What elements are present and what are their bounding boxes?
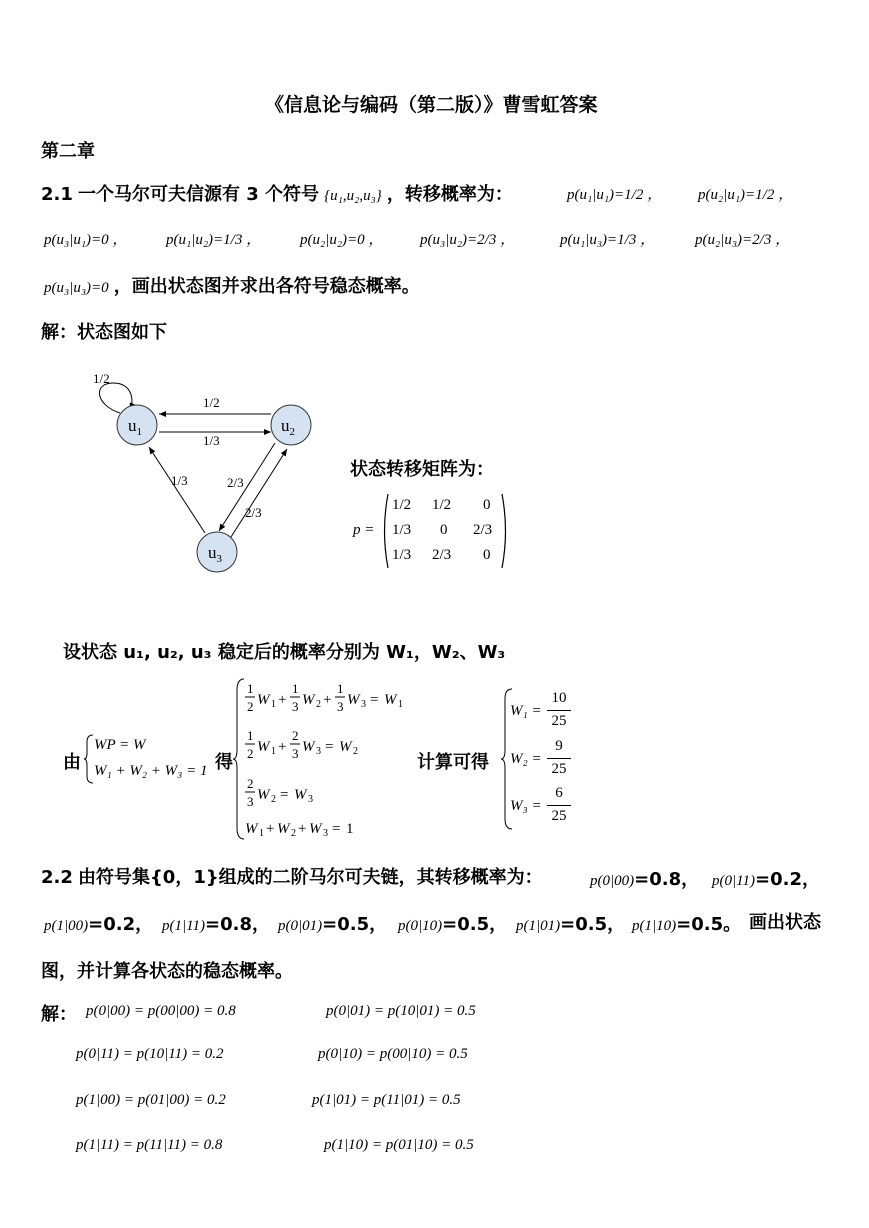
svg-text:+: + xyxy=(278,692,287,708)
you-label: 由 xyxy=(63,752,81,773)
svg-text:1: 1 xyxy=(271,699,276,710)
p22-item xyxy=(398,910,507,936)
fraction-bar xyxy=(547,805,571,806)
svg-text:=: = xyxy=(370,692,379,708)
p22-item-value: =0.5。 xyxy=(676,914,742,935)
svg-text:1: 1 xyxy=(247,681,254,696)
svg-text:W: W xyxy=(302,692,315,708)
problem-text-after: ，转移概率为： xyxy=(386,184,513,205)
solution-eq: p(0|11) = p(10|11) = 0.2 xyxy=(76,1046,224,1062)
result-w3-num: 6 xyxy=(555,785,563,801)
svg-text:1: 1 xyxy=(337,681,344,696)
symbol-set: {u₁,u₂,u₃} xyxy=(324,188,382,204)
svg-text:W: W xyxy=(309,821,322,837)
result-w2-num: 9 xyxy=(555,738,563,754)
matrix-cell: 0 xyxy=(440,522,448,538)
p22-item xyxy=(712,865,820,891)
p22-item-prob: p(0|00) xyxy=(590,873,635,889)
svg-text:3: 3 xyxy=(292,746,299,761)
p22-item-prob: p(0|01) xyxy=(278,918,323,934)
p22-item xyxy=(278,910,387,936)
problem-2-1-line-3 xyxy=(44,272,420,298)
svg-text:3: 3 xyxy=(292,699,299,714)
svg-text:3: 3 xyxy=(323,828,328,838)
prob-u1-u3: p(u₁|u₃)=1/3 ， xyxy=(560,232,656,248)
prob-u3-u3: p(u₃|u₃)=0 xyxy=(44,280,109,296)
prob-u3-u1: p(u₃|u₁)=0 ， xyxy=(44,232,128,248)
svg-text:2: 2 xyxy=(247,746,254,761)
svg-text:W: W xyxy=(257,787,270,803)
matrix-cell: 2/3 xyxy=(473,522,493,538)
solution-eq: p(0|10) = p(00|10) = 0.5 xyxy=(318,1046,468,1062)
p22-item-prob: p(1|01) xyxy=(516,918,561,934)
problem-number: 2.1 xyxy=(41,184,73,205)
p22-item-prob: p(1|11) xyxy=(162,918,206,934)
matrix-cell: 1/2 xyxy=(392,497,412,513)
edge-label-u3-u2: 2/3 xyxy=(245,505,262,520)
p22-item-prob: p(0|11) xyxy=(712,873,756,889)
svg-text:W: W xyxy=(384,692,397,708)
svg-text:3: 3 xyxy=(361,699,366,710)
p22-item-value: =0.8， xyxy=(634,869,700,890)
edge-u3-u1 xyxy=(149,447,205,533)
fraction-bar xyxy=(547,710,571,711)
node-u2 xyxy=(271,405,311,445)
problem-text-cont: 画出状态 xyxy=(749,912,821,933)
result-w3-var: W₃ = xyxy=(510,798,542,814)
problem-2-2-line-1 xyxy=(41,863,543,889)
svg-text:3: 3 xyxy=(337,699,344,714)
edge-label-u1-u2: 1/3 xyxy=(203,433,220,448)
node-label-u3: $u_3$ xyxy=(208,543,222,565)
solution-label: 解： xyxy=(41,1004,77,1025)
svg-text:W: W xyxy=(347,692,360,708)
solution-eq: p(1|10) = p(01|10) = 0.5 xyxy=(324,1137,474,1153)
edge-label-u1-u1: 1/2 xyxy=(93,371,110,386)
svg-text:1: 1 xyxy=(346,821,354,837)
result-w2-var: W₂ = xyxy=(510,751,542,767)
prob-u1-u1: p(u₁|u₁)=1/2 ， xyxy=(567,187,663,203)
p22-item-value: =0.2， xyxy=(88,914,154,935)
matrix-variable: p = xyxy=(353,522,375,538)
solution-eq: p(0|00) = p(00|00) = 0.8 xyxy=(86,1003,236,1019)
matrix-cell: 0 xyxy=(483,547,491,563)
result-w1-num: 10 xyxy=(551,690,567,706)
matrix-cell: 1/2 xyxy=(432,497,452,513)
edge-label-u2-u3: 2/3 xyxy=(227,475,244,490)
problem-text: 由符号集{0，1}组成的二阶马尔可夫链，其转移概率为： xyxy=(77,867,543,888)
p22-item-value: =0.5， xyxy=(322,914,388,935)
matrix-label: 状态转移矩阵为： xyxy=(350,459,494,480)
problem-text-end: 图，并计算各状态的稳态概率。 xyxy=(41,961,293,982)
fraction-bar xyxy=(547,758,571,759)
node-u1 xyxy=(117,405,157,445)
prob-u3-u2: p(u₃|u₂)=2/3 ， xyxy=(420,232,516,248)
prob-u2-u3: p(u₂|u₃)=2/3 ， xyxy=(695,232,791,248)
prob-u2-u2: p(u₂|u₂)=0 ， xyxy=(300,232,384,248)
problem-text-tail: ，画出状态图并求出各符号稳态概率。 xyxy=(113,276,420,297)
svg-text:+: + xyxy=(298,821,307,837)
svg-text:+: + xyxy=(323,692,332,708)
solution-eq: p(0|01) = p(10|01) = 0.5 xyxy=(326,1003,476,1019)
chapter-heading: 第二章 xyxy=(41,141,95,162)
svg-text:W: W xyxy=(294,787,307,803)
svg-text:+: + xyxy=(278,739,287,755)
svg-text:=: = xyxy=(280,787,289,803)
result-w1-var: W₁ = xyxy=(510,703,542,719)
svg-text:2: 2 xyxy=(247,699,254,714)
page-title: 《信息论与编码（第二版）》曹雪虹答案 xyxy=(265,94,598,116)
problem-text: 一个马尔可夫信源有 3 个符号 xyxy=(77,184,320,205)
svg-text:+: + xyxy=(266,821,275,837)
calc-label: 计算可得 xyxy=(417,752,489,773)
solution-eq: p(1|00) = p(01|00) = 0.2 xyxy=(76,1092,226,1108)
system1-eq2: W₁ + W₂ + W₃ = 1 xyxy=(94,763,208,779)
matrix-cell: 0 xyxy=(483,497,491,513)
svg-text:3: 3 xyxy=(247,794,254,809)
p22-item xyxy=(44,910,153,936)
p22-item-prob: p(0|10) xyxy=(398,918,443,934)
svg-text:W: W xyxy=(339,739,352,755)
svg-text:2: 2 xyxy=(291,828,296,838)
matrix-cell: 2/3 xyxy=(432,547,452,563)
solution-intro: 解：状态图如下 xyxy=(41,322,167,343)
svg-text:=: = xyxy=(325,739,334,755)
prob-u2-u1: p(u₂|u₁)=1/2 ， xyxy=(698,187,794,203)
svg-text:W: W xyxy=(257,739,270,755)
svg-text:W: W xyxy=(257,692,270,708)
matrix-cell: 1/3 xyxy=(392,522,412,538)
solution-eq: p(1|11) = p(11|11) = 0.8 xyxy=(76,1137,223,1153)
result-w2-den: 25 xyxy=(551,761,567,777)
prob-u1-u2: p(u₁|u₂)=1/3 ， xyxy=(166,232,262,248)
svg-text:W: W xyxy=(245,821,258,837)
svg-text:1: 1 xyxy=(292,681,299,696)
edge-u3-u2 xyxy=(231,449,287,537)
edge-label-u3-u1: 1/3 xyxy=(171,473,188,488)
problem-number: 2.2 xyxy=(41,867,73,888)
p22-item-value: =0.5， xyxy=(560,914,626,935)
svg-text:2: 2 xyxy=(247,776,254,791)
p22-item xyxy=(632,910,741,936)
solution-eq: p(1|01) = p(11|01) = 0.5 xyxy=(312,1092,461,1108)
svg-text:2: 2 xyxy=(292,728,299,743)
state-diagram xyxy=(85,365,325,580)
svg-text:3: 3 xyxy=(308,794,313,805)
p22-item-value: =0.2， xyxy=(755,869,820,890)
p22-item-prob: p(1|10) xyxy=(632,918,677,934)
p22-item-prob: p(1|00) xyxy=(44,918,89,934)
svg-text:2: 2 xyxy=(271,794,276,805)
p22-item xyxy=(162,910,270,936)
p22-item-value: =0.8， xyxy=(205,914,270,935)
node-u3 xyxy=(197,532,237,572)
svg-text:1: 1 xyxy=(259,828,264,838)
svg-text:1: 1 xyxy=(398,699,403,710)
result-w3-den: 25 xyxy=(551,808,567,824)
svg-text:1: 1 xyxy=(247,728,254,743)
svg-text:1: 1 xyxy=(271,746,276,757)
system2-equations xyxy=(242,678,432,838)
p22-item-value: =0.5， xyxy=(442,914,508,935)
svg-text:2: 2 xyxy=(316,699,321,710)
steady-state-intro: 设状态 u₁, u₂, u₃ 稳定后的概率分别为 W₁，W₂、W₃ xyxy=(63,642,506,663)
problem-2-1-line-1 xyxy=(41,180,513,206)
node-label-u2: $u_2$ xyxy=(281,416,295,438)
svg-text:2: 2 xyxy=(353,746,358,757)
result-w1-den: 25 xyxy=(551,713,567,729)
svg-text:W: W xyxy=(302,739,315,755)
de-label: 得 xyxy=(215,752,233,773)
system1-eq1: WP = W xyxy=(94,737,146,753)
svg-text:=: = xyxy=(332,821,341,837)
matrix-cell: 1/3 xyxy=(392,547,412,563)
edge-label-u2-u1: 1/2 xyxy=(203,395,220,410)
node-label-u1: $u_1$ xyxy=(128,416,142,438)
svg-text:W: W xyxy=(277,821,290,837)
p22-item xyxy=(590,865,699,891)
p22-item xyxy=(516,910,625,936)
svg-text:3: 3 xyxy=(316,746,321,757)
